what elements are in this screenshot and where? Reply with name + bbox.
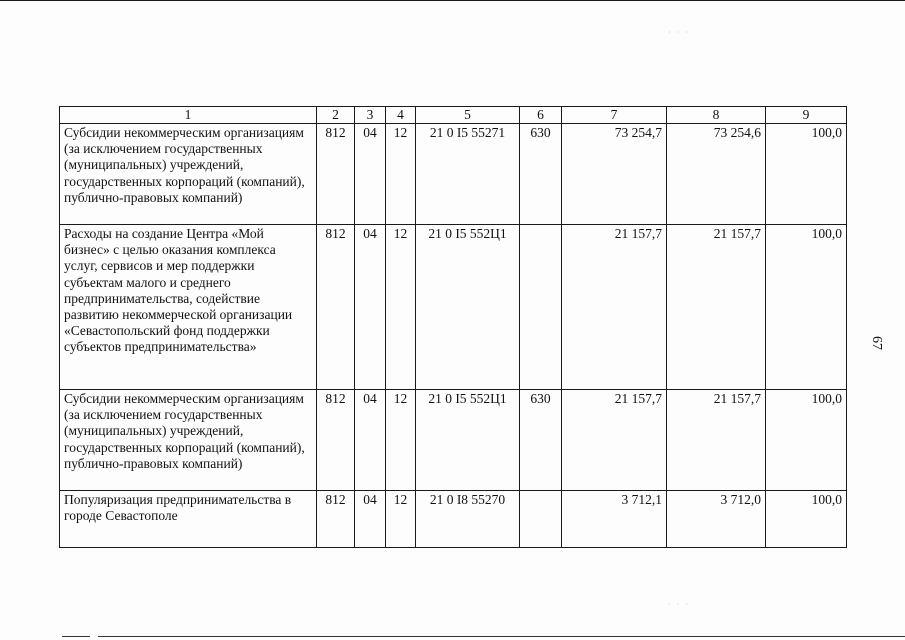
page-bottom-edge-left bbox=[62, 636, 90, 637]
ministry-code-cell: 812 bbox=[317, 225, 355, 390]
page-top-edge bbox=[0, 0, 905, 1]
table-row bbox=[60, 225, 847, 390]
scan-speck: · · · bbox=[668, 600, 690, 609]
header-cell-5: 5 bbox=[416, 107, 520, 124]
expense-name-cell: Популяризация предпринимательства в городе Севастополе bbox=[60, 491, 317, 548]
expense-name-cell: Субсидии некоммерческим организациям (за исключением государственных (муниципальных) учреждений, государственных корпораций (компаний), публично-правовых компаний) bbox=[60, 124, 317, 225]
expense-type-cell bbox=[520, 491, 562, 548]
header-cell-7: 7 bbox=[562, 107, 667, 124]
execution-percent-cell: 100,0 bbox=[766, 390, 847, 491]
subsection-code-cell: 12 bbox=[386, 390, 416, 491]
header-cell-9: 9 bbox=[766, 107, 847, 124]
header-cell-4: 4 bbox=[386, 107, 416, 124]
subsection-code-cell: 12 bbox=[386, 225, 416, 390]
executed-amount-cell: 3 712,0 bbox=[667, 491, 766, 548]
header-cell-8: 8 bbox=[667, 107, 766, 124]
table-row bbox=[60, 390, 847, 491]
table-row bbox=[60, 124, 847, 225]
expense-type-cell: 630 bbox=[520, 124, 562, 225]
execution-percent-cell: 100,0 bbox=[766, 225, 847, 390]
header-cell-3: 3 bbox=[355, 107, 386, 124]
executed-amount-cell: 21 157,7 bbox=[667, 225, 766, 390]
executed-amount-cell: 73 254,6 bbox=[667, 124, 766, 225]
table-row bbox=[60, 491, 847, 548]
planned-amount-cell: 73 254,7 bbox=[562, 124, 667, 225]
ministry-code-cell: 812 bbox=[317, 390, 355, 491]
table-header-row bbox=[60, 107, 847, 124]
budget-table bbox=[59, 106, 847, 548]
target-article-cell: 21 0 I8 55270 bbox=[416, 491, 520, 548]
target-article-cell: 21 0 I5 552Ц1 bbox=[416, 390, 520, 491]
header-cell-6: 6 bbox=[520, 107, 562, 124]
expense-type-cell: 630 bbox=[520, 390, 562, 491]
expense-name-cell: Субсидии некоммерческим организациям (за исключением государственных (муниципальных) учреждений, государственных корпораций (компаний), публично-правовых компаний) bbox=[60, 390, 317, 491]
section-code-cell: 04 bbox=[355, 491, 386, 548]
header-cell-2: 2 bbox=[317, 107, 355, 124]
planned-amount-cell: 21 157,7 bbox=[562, 225, 667, 390]
section-code-cell: 04 bbox=[355, 124, 386, 225]
header-cell-1: 1 bbox=[60, 107, 317, 124]
target-article-cell: 21 0 I5 55271 bbox=[416, 124, 520, 225]
page-number: 67 bbox=[869, 336, 884, 350]
section-code-cell: 04 bbox=[355, 390, 386, 491]
execution-percent-cell: 100,0 bbox=[766, 491, 847, 548]
executed-amount-cell: 21 157,7 bbox=[667, 390, 766, 491]
scan-speck: · · · bbox=[668, 28, 690, 37]
planned-amount-cell: 3 712,1 bbox=[562, 491, 667, 548]
expense-name-cell: Расходы на создание Центра «Мой бизнес» с целью оказания комплекса услуг, сервисов и мер поддержки субъектам малого и среднего предпринимательства, содействие развитию некоммерческой организации «Севастопольский фонд поддержки субъектов предпринимательства» bbox=[60, 225, 317, 390]
ministry-code-cell: 812 bbox=[317, 124, 355, 225]
subsection-code-cell: 12 bbox=[386, 491, 416, 548]
execution-percent-cell: 100,0 bbox=[766, 124, 847, 225]
page-bottom-edge bbox=[98, 636, 905, 637]
expense-type-cell bbox=[520, 225, 562, 390]
section-code-cell: 04 bbox=[355, 225, 386, 390]
ministry-code-cell: 812 bbox=[317, 491, 355, 548]
target-article-cell: 21 0 I5 552Ц1 bbox=[416, 225, 520, 390]
subsection-code-cell: 12 bbox=[386, 124, 416, 225]
planned-amount-cell: 21 157,7 bbox=[562, 390, 667, 491]
